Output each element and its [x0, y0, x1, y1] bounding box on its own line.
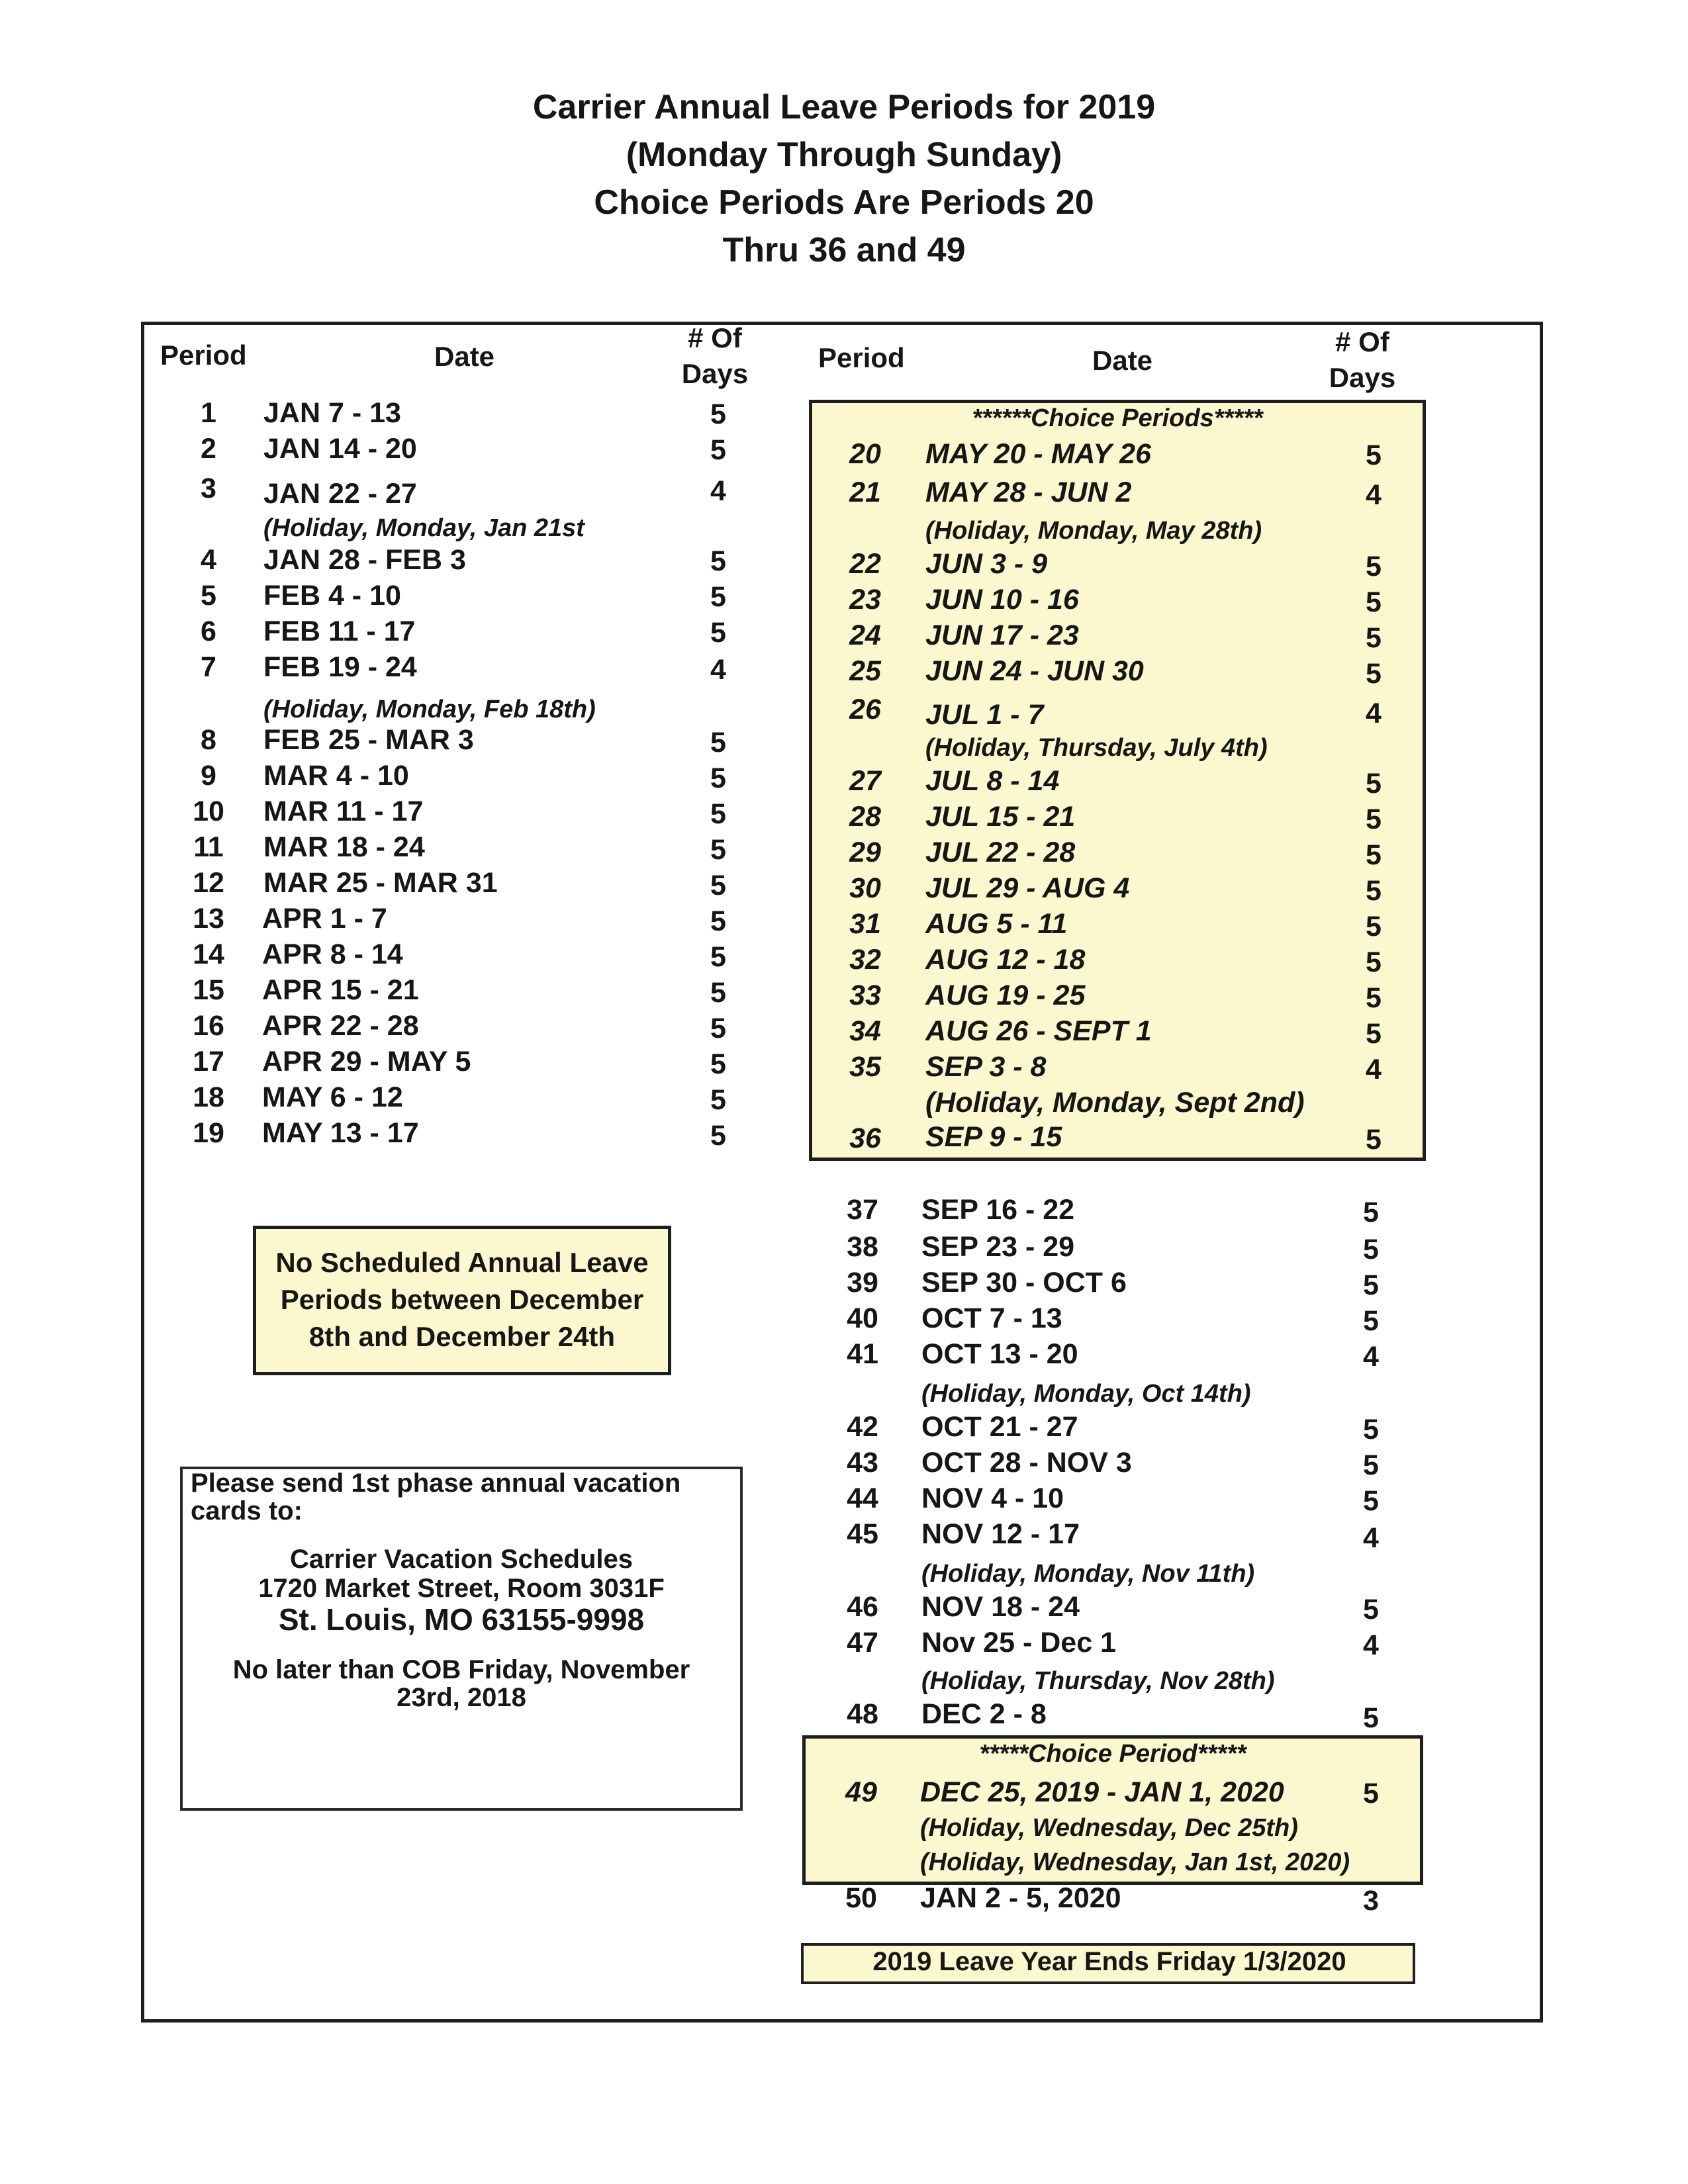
table-row-days: 5 [1366, 1018, 1382, 1050]
choice-periods-header: ******Choice Periods***** [972, 404, 1263, 432]
holiday-note: (Holiday, Wednesday, Dec 25th) [920, 1814, 1298, 1842]
table-row-days: 5 [1366, 911, 1382, 942]
table-row-date: DEC 2 - 8 [921, 1698, 1047, 1730]
right-days-header [1323, 324, 1402, 396]
table-row-days: 5 [1363, 1305, 1379, 1337]
table-row-days: 5 [1366, 946, 1382, 978]
right-period-header: Period [818, 342, 905, 373]
table-row-date: SEP 16 - 22 [921, 1194, 1075, 1226]
table-row-period: 39 [847, 1267, 878, 1298]
table-row-date: JUN 10 - 16 [925, 584, 1079, 615]
table-row-days: 5 [710, 581, 726, 613]
table-row-period: 18 [193, 1081, 224, 1113]
title-line-1: Carrier Annual Leave Periods for 2019 [532, 88, 1156, 126]
no-leave-notice-line2: Periods between December [280, 1284, 644, 1315]
table-row-days: 5 [710, 762, 726, 794]
table-row-days: 5 [1363, 1234, 1379, 1265]
table-row-period: 22 [849, 548, 881, 580]
no-leave-notice [256, 1244, 668, 1355]
table-row-period: 50 [845, 1882, 877, 1914]
table-row-period: 29 [849, 837, 881, 868]
table-row-period: 4 [201, 544, 216, 576]
table-row-date: MAY 20 - MAY 26 [925, 438, 1151, 470]
table-row-period: 20 [849, 438, 881, 470]
table-row-days: 5 [1366, 586, 1382, 618]
table-row-days: 4 [1366, 1054, 1382, 1085]
table-row-period: 36 [849, 1122, 881, 1154]
table-row-date: MAR 4 - 10 [263, 760, 409, 792]
table-row-date: OCT 21 - 27 [921, 1411, 1078, 1443]
table-row-date: SEP 23 - 29 [921, 1231, 1075, 1263]
table-row-date: JAN 14 - 20 [263, 433, 417, 465]
table-row-date: JAN 28 - FEB 3 [263, 544, 466, 576]
table-row-days: 5 [710, 977, 726, 1009]
table-row-days: 5 [710, 617, 726, 649]
table-row-period: 15 [193, 974, 224, 1006]
table-row-date: AUG 12 - 18 [925, 944, 1086, 976]
leave-year-end: 2019 Leave Year Ends Friday 1/3/2020 [872, 1947, 1346, 1976]
table-row-date: SEP 3 - 8 [925, 1051, 1047, 1083]
table-row-period: 46 [847, 1591, 878, 1623]
table-row-date: JUL 29 - AUG 4 [925, 872, 1130, 904]
table-row-days: 5 [710, 398, 726, 430]
table-row-date: DEC 25, 2019 - JAN 1, 2020 [920, 1776, 1284, 1808]
table-row-period: 9 [201, 760, 216, 792]
table-row-days: 5 [710, 941, 726, 973]
table-row-date: JAN 22 - 27 [263, 478, 417, 510]
table-row-days: 4 [710, 654, 726, 686]
mailing-intro-line2: cards to: [191, 1496, 303, 1525]
table-row-period: 45 [847, 1518, 878, 1550]
table-row-date: FEB 11 - 17 [263, 615, 416, 647]
table-row-period: 12 [193, 867, 224, 899]
table-row-date: APR 1 - 7 [262, 903, 387, 934]
table-row-period: 33 [849, 979, 881, 1011]
table-row-period: 14 [193, 938, 224, 970]
table-row-period: 21 [849, 477, 881, 508]
table-row-date: FEB 25 - MAR 3 [263, 724, 474, 756]
table-row-period: 49 [845, 1776, 877, 1808]
table-row-days: 5 [1363, 1778, 1379, 1809]
holiday-note: (Holiday, Thursday, July 4th) [925, 734, 1268, 762]
table-row-period: 40 [847, 1302, 878, 1334]
table-row-date: APR 8 - 14 [262, 938, 403, 970]
table-row-date: NOV 4 - 10 [921, 1482, 1064, 1514]
table-row-period: 5 [201, 580, 216, 612]
table-row-period: 26 [849, 694, 881, 725]
table-row-period: 1 [201, 397, 216, 429]
mailing-address [183, 1545, 740, 1636]
mailing-intro-line1: Please send 1st phase annual vacation [191, 1469, 681, 1498]
table-row-date: JUN 24 - JUN 30 [925, 655, 1144, 687]
table-row-period: 2 [201, 433, 216, 465]
right-days-header-line1: # Of [1335, 326, 1389, 357]
table-row-date: JUL 8 - 14 [925, 765, 1060, 797]
table-row-period: 3 [201, 473, 216, 504]
table-row-date: AUG 5 - 11 [925, 908, 1068, 940]
table-row-date: MAY 13 - 17 [262, 1117, 419, 1149]
table-row-days: 4 [1363, 1629, 1379, 1661]
table-row-period: 10 [193, 796, 224, 827]
table-row-period: 7 [201, 651, 216, 683]
table-row-date: MAR 25 - MAR 31 [263, 867, 498, 899]
choice-period-header: *****Choice Period***** [979, 1740, 1246, 1768]
table-row-days: 5 [710, 1084, 726, 1116]
table-row-date: JUN 3 - 9 [925, 548, 1048, 580]
table-row-period: 44 [847, 1482, 878, 1514]
table-row-days: 5 [1366, 1124, 1382, 1156]
table-row-days: 5 [710, 727, 726, 758]
table-row-date: MAY 6 - 12 [262, 1081, 403, 1113]
table-row-date: OCT 28 - NOV 3 [921, 1447, 1132, 1479]
table-row-date: APR 29 - MAY 5 [262, 1046, 471, 1077]
title-line-4: Thru 36 and 49 [722, 231, 966, 269]
table-row-days: 4 [1366, 479, 1382, 511]
table-row-date: SEP 30 - OCT 6 [921, 1267, 1127, 1298]
table-row-days: 5 [1366, 658, 1382, 690]
holiday-note: (Holiday, Monday, Nov 11th) [921, 1560, 1255, 1588]
mailing-address-line1: Carrier Vacation Schedules [289, 1545, 633, 1574]
table-row-period: 25 [849, 655, 881, 687]
table-row-date: AUG 26 - SEPT 1 [925, 1015, 1152, 1047]
holiday-note: (Holiday, Monday, Feb 18th) [263, 696, 596, 723]
table-row-days: 5 [710, 1013, 726, 1044]
table-row-days: 5 [710, 870, 726, 901]
holiday-note: (Holiday, Wednesday, Jan 1st, 2020) [920, 1848, 1350, 1876]
table-row-period: 30 [849, 872, 881, 904]
table-row-days: 5 [710, 1120, 726, 1152]
table-row-date: FEB 4 - 10 [263, 580, 401, 612]
table-row-period: 42 [847, 1411, 878, 1443]
table-row-period: 19 [193, 1117, 224, 1149]
table-row-period: 8 [201, 724, 216, 756]
table-row-period: 35 [849, 1051, 881, 1083]
table-row-date: OCT 7 - 13 [921, 1302, 1062, 1334]
table-row-date: AUG 19 - 25 [925, 979, 1086, 1011]
table-row-date: SEP 9 - 15 [925, 1121, 1062, 1153]
table-row-days: 5 [1366, 803, 1382, 835]
left-days-header [675, 320, 755, 392]
mailing-intro [191, 1469, 680, 1525]
table-row-period: 13 [193, 903, 224, 934]
table-row-period: 43 [847, 1447, 878, 1479]
table-row-date: MAR 11 - 17 [263, 796, 424, 827]
table-row-period: 23 [849, 584, 881, 615]
table-row-date: OCT 13 - 20 [921, 1338, 1078, 1370]
holiday-note: (Holiday, Monday, Jan 21st [263, 514, 585, 542]
table-row-date: NOV 12 - 17 [921, 1518, 1080, 1550]
left-days-header-line1: # Of [688, 322, 742, 353]
table-row-days: 5 [1366, 839, 1382, 871]
table-row-period: 11 [193, 831, 224, 863]
table-row-days: 4 [1363, 1341, 1379, 1373]
left-period-header: Period [160, 340, 247, 371]
table-row-days: 3 [1363, 1885, 1379, 1917]
table-row-period: 28 [849, 801, 881, 833]
mailing-deadline-line2: 23rd, 2018 [397, 1683, 526, 1712]
mailing-address-line3: St. Louis, MO 63155-9998 [278, 1602, 645, 1637]
table-row-date: JAN 2 - 5, 2020 [920, 1882, 1121, 1914]
table-row-days: 5 [1366, 622, 1382, 654]
table-row-days: 5 [1366, 439, 1382, 471]
right-date-header: Date [1092, 345, 1153, 376]
table-row-date: MAY 28 - JUN 2 [925, 477, 1132, 508]
table-row-period: 47 [847, 1627, 878, 1659]
holiday-note: (Holiday, Monday, Sept 2nd) [925, 1087, 1305, 1118]
table-row-days: 5 [1366, 768, 1382, 799]
holiday-note: (Holiday, Monday, May 28th) [925, 517, 1262, 545]
table-row-period: 16 [193, 1010, 224, 1042]
table-row-date: Nov 25 - Dec 1 [921, 1627, 1116, 1659]
title-line-2: (Monday Through Sunday) [626, 136, 1062, 174]
holiday-note: (Holiday, Thursday, Nov 28th) [921, 1667, 1275, 1695]
table-row-period: 6 [201, 615, 216, 647]
table-row-date: NOV 18 - 24 [921, 1591, 1080, 1623]
right-days-header-line2: Days [1329, 362, 1396, 393]
table-row-date: JAN 7 - 13 [263, 397, 401, 429]
table-row-days: 5 [1363, 1485, 1379, 1517]
no-leave-notice-line1: No Scheduled Annual Leave [275, 1247, 649, 1278]
no-leave-notice-line3: 8th and December 24th [308, 1321, 616, 1352]
table-row-date: JUL 1 - 7 [925, 699, 1044, 731]
table-row-days: 5 [1363, 1702, 1379, 1734]
mailing-deadline [183, 1656, 740, 1711]
left-days-header-line2: Days [681, 358, 749, 389]
table-row-date: JUL 15 - 21 [925, 801, 1076, 833]
table-row-days: 5 [1366, 551, 1382, 582]
table-row-days: 5 [710, 434, 726, 466]
table-row-period: 27 [849, 765, 881, 797]
table-row-days: 5 [1366, 982, 1382, 1014]
table-row-days: 5 [1363, 1269, 1379, 1301]
table-row-days: 5 [710, 545, 726, 577]
table-row-period: 41 [847, 1338, 878, 1370]
table-row-period: 24 [849, 619, 881, 651]
table-row-days: 5 [1366, 875, 1382, 907]
table-row-days: 5 [1363, 1414, 1379, 1445]
table-row-days: 5 [1363, 1197, 1379, 1228]
holiday-note: (Holiday, Monday, Oct 14th) [921, 1380, 1251, 1408]
table-row-period: 37 [847, 1194, 878, 1226]
table-row-days: 5 [710, 798, 726, 830]
table-row-date: MAR 18 - 24 [263, 831, 425, 863]
table-row-period: 17 [193, 1046, 224, 1077]
table-row-days: 5 [710, 905, 726, 937]
table-row-days: 4 [710, 475, 726, 507]
document-title [0, 83, 1688, 274]
table-row-period: 34 [849, 1015, 881, 1047]
table-row-period: 48 [847, 1698, 878, 1730]
table-row-date: JUL 22 - 28 [925, 837, 1076, 868]
table-row-date: FEB 19 - 24 [263, 651, 417, 683]
table-row-days: 4 [1366, 698, 1382, 729]
table-row-date: JUN 17 - 23 [925, 619, 1079, 651]
table-row-date: APR 22 - 28 [262, 1010, 419, 1042]
table-row-days: 5 [710, 1048, 726, 1080]
table-row-period: 38 [847, 1231, 878, 1263]
table-row-days: 5 [710, 834, 726, 866]
table-row-days: 5 [1363, 1594, 1379, 1625]
title-line-3: Choice Periods Are Periods 20 [594, 183, 1094, 222]
table-row-days: 5 [1363, 1449, 1379, 1481]
mailing-deadline-line1: No later than COB Friday, November [232, 1655, 690, 1684]
table-row-period: 32 [849, 944, 881, 976]
table-row-period: 31 [849, 908, 881, 940]
mailing-address-line2: 1720 Market Street, Room 3031F [258, 1574, 665, 1603]
left-date-header: Date [434, 341, 495, 372]
table-row-days: 4 [1363, 1522, 1379, 1554]
table-row-date: APR 15 - 21 [262, 974, 419, 1006]
